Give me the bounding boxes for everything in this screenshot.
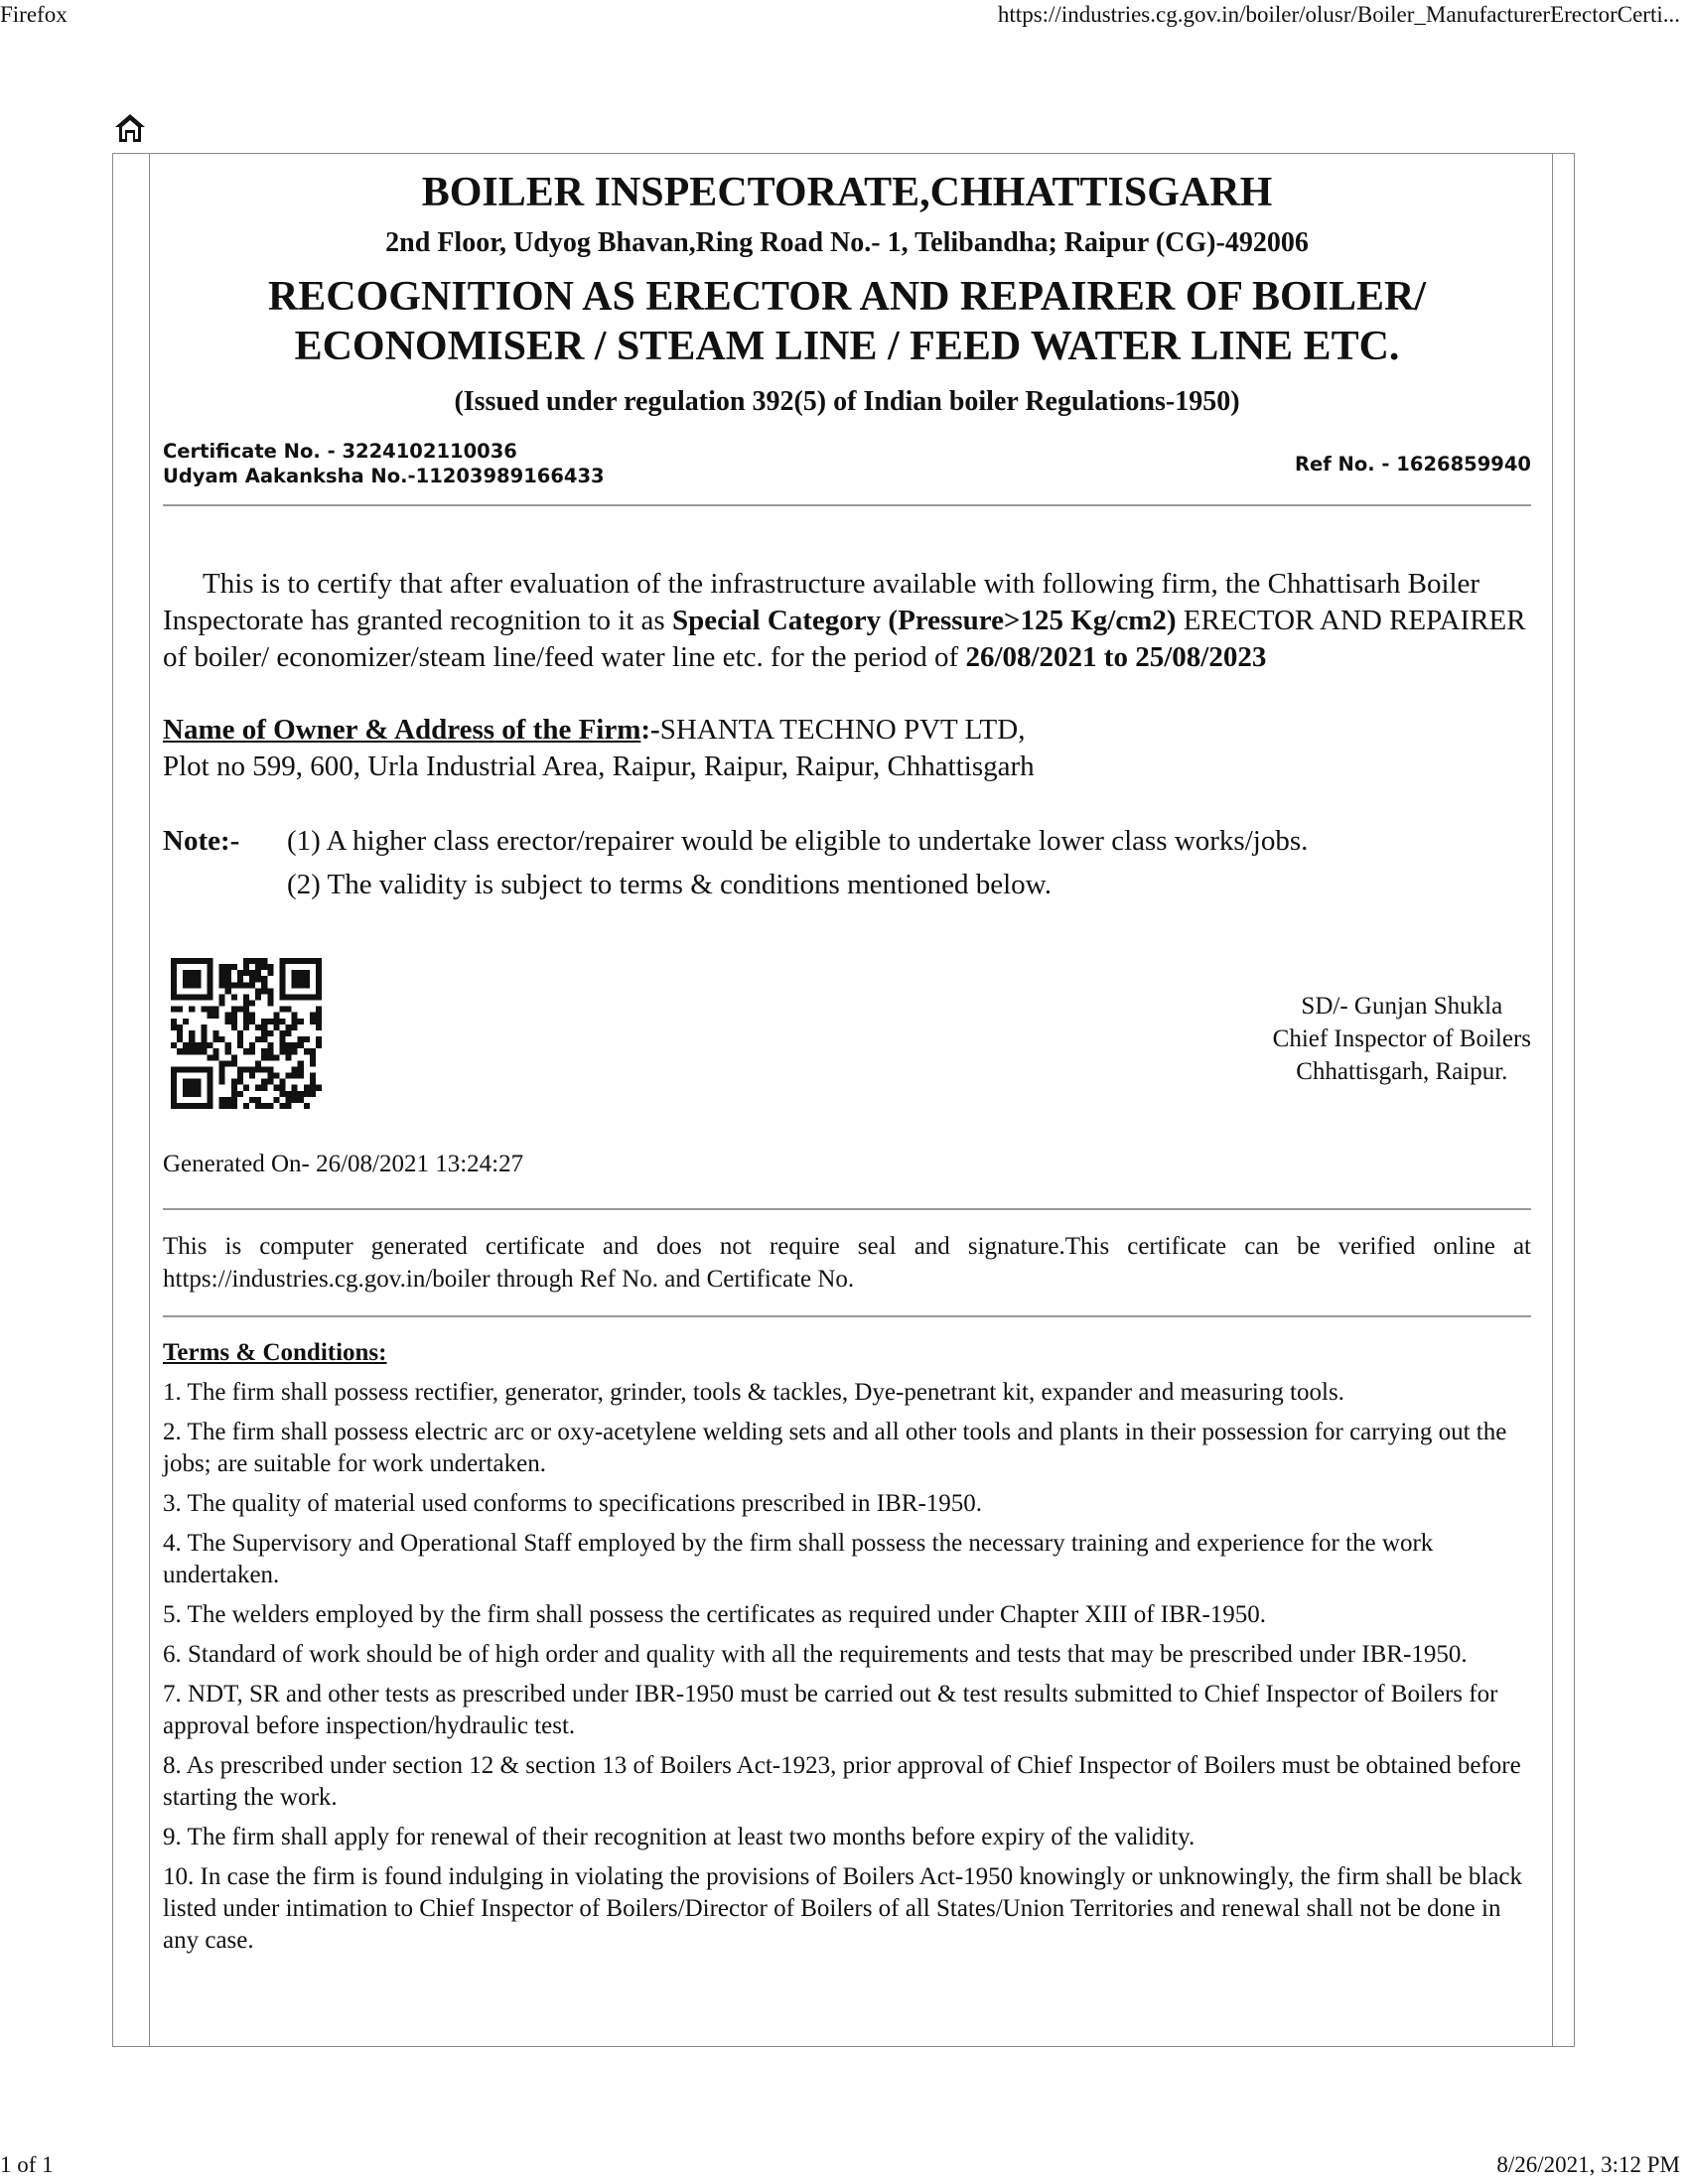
note-item-2: (2) The validity is subject to terms & conditions mentioned below. (287, 869, 1052, 900)
divider (163, 1315, 1531, 1317)
term-item: 7. NDT, SR and other tests as prescribed under IBR-1950 must be carried out & test results submitted to Chief Inspector of Boilers for approval before inspection/hydraulic test. (163, 1681, 1498, 1739)
term-item: 5. The welders employed by the firm shall possess the certificates as required under Chapter XIII of IBR-1950. (163, 1601, 1267, 1628)
term-item: 1. The firm shall possess rectifier, generator, grinder, tools & tackles, Dye-penetrant kit, expander and measuring tools. (163, 1379, 1344, 1406)
term-item: 3. The quality of material used conforms to specifications prescribed in IBR-1950. (163, 1490, 983, 1517)
udyam-number: Udyam Aakanksha No.-11203989166433 (163, 465, 605, 487)
firm-label: Name of Owner & Address of the Firm (163, 714, 641, 746)
signatory-location: Chhattisgarh, Raipur. (1296, 1058, 1508, 1085)
verification-disclaimer: This is computer generated certificate and does not require seal and signature.This certificate can be verified online at https://industries.cg.gov.in/boiler through Ref No. and Certificate No. (163, 1233, 1531, 1293)
org-title: BOILER INSPECTORATE,CHHATTISGARH (421, 170, 1273, 215)
browser-app-name: Firefox (0, 2, 68, 27)
reference-number: Ref No. - 1626859940 (1295, 453, 1531, 476)
generated-timestamp: Generated On- 26/08/2021 13:24:27 (163, 1151, 524, 1177)
qr-code (171, 958, 322, 1109)
term-item: 2. The firm shall possess electric arc or oxy-acetylene welding sets and all other tools and plants in their possession for carrying out the jobs; are suitable for work undertaken. (163, 1419, 1507, 1477)
firm-label-separator: :- (640, 714, 660, 746)
divider (163, 1208, 1531, 1210)
category-value: Special Category (Pressure>125 Kg/cm2) (671, 605, 1177, 636)
certificate-meta (163, 439, 1531, 494)
org-address: 2nd Floor, Udyog Bhavan,Ring Road No.- 1, Telibandha; Raipur (CG)-492006 (385, 227, 1309, 258)
regulation-note: (Issued under regulation 392(5) of Indian boiler Regulations-1950) (454, 386, 1240, 417)
signature-section (163, 958, 1531, 1127)
page-url: https://industries.cg.gov.in/boiler/olusr/Boiler_ManufacturerErectorCerti... (997, 2, 1680, 27)
signatory-block (1273, 990, 1531, 1088)
term-item: 4. The Supervisory and Operational Staff employed by the firm shall possess the necessary training and experience for the work undertaken. (163, 1530, 1434, 1588)
signatory-name: SD/- Gunjan Shukla (1301, 993, 1503, 1020)
firm-address: Plot no 599, 600, Urla Industrial Area, Raipur, Raipur, Raipur, Chhattisgarh (163, 751, 1035, 782)
page-count: 1 of 1 (0, 2152, 54, 2177)
certify-text-middle: ERECTOR AND REPAIRER of boiler/ economizer/steam line/feed water line etc. for the period of (163, 605, 1526, 673)
certificate-content (163, 169, 1531, 1965)
terms-list (163, 1377, 1531, 1957)
certify-text-prefix: This is to certify that after evaluation of the infrastructure available with following firm, the Chhattisarh Boiler Inspectorate has granted recognition to it as (163, 568, 1480, 636)
certificate-title (163, 272, 1531, 371)
term-item: 8. As prescribed under section 12 & section 13 of Boilers Act-1923, prior approval of Chief Inspector of Boilers must be obtained before starting the work. (163, 1752, 1521, 1811)
term-item: 6. Standard of work should be of high order and quality with all the requirements and tests that may be prescribed under IBR-1950. (163, 1641, 1468, 1668)
note-label: Note:- (163, 825, 240, 857)
terms-title: Terms & Conditions: (163, 1339, 387, 1366)
firm-details (163, 712, 1531, 785)
divider (163, 504, 1531, 506)
signatory-designation: Chief Inspector of Boilers (1272, 1025, 1531, 1052)
home-icon[interactable] (113, 111, 147, 145)
firm-name: SHANTA TECHNO PVT LTD, (659, 714, 1026, 746)
certificate-ids (163, 439, 605, 488)
certificate-number: Certificate No. - 3224102110036 (163, 440, 517, 463)
note-item-1: (1) A higher class erector/repairer would be eligible to undertake lower class works/jobs. (287, 825, 1309, 857)
validity-period: 26/08/2021 to 25/08/2023 (965, 641, 1267, 673)
certification-statement (163, 566, 1531, 676)
certificate-title-line-2: ECONOMISER / STEAM LINE / FEED WATER LINE ETC. (294, 324, 1400, 369)
print-timestamp: 8/26/2021, 3:12 PM (1496, 2152, 1680, 2177)
notes (163, 819, 1531, 906)
term-item: 10. In case the firm is found indulging in violating the provisions of Boilers Act-1950 knowingly or unknowingly, the firm shall be black listed under intimation to Chief Inspector of Boilers/Director of Boilers of all States/Union Territories and renewal shall not be done in any case. (163, 1863, 1523, 1954)
certificate-title-line-1: RECOGNITION AS ERECTOR AND REPAIRER OF BOILER/ (267, 274, 1427, 320)
term-item: 9. The firm shall apply for renewal of their recognition at least two months before expiry of the validity. (163, 1824, 1196, 1850)
